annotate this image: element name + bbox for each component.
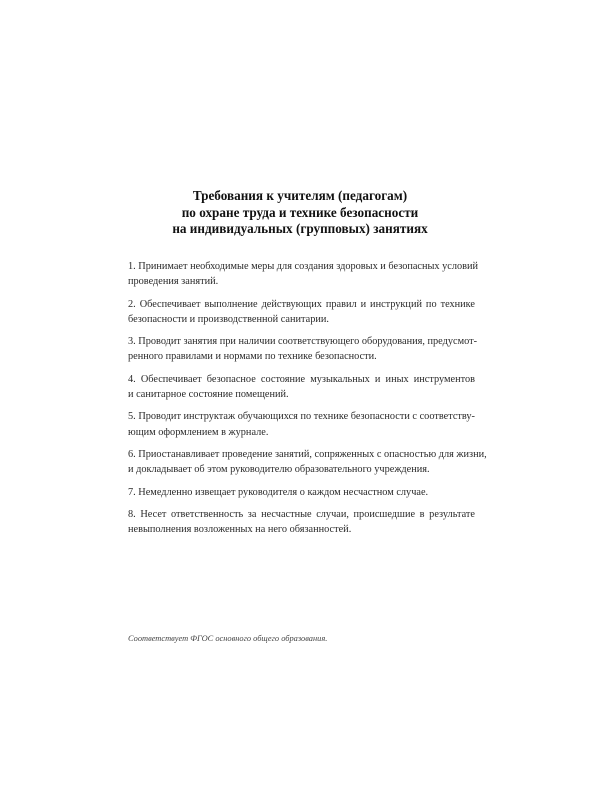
- item-line: невыполнения возложенных на него обязанностей.: [128, 524, 352, 536]
- item-line: 8. Несет ответственность за несчастные случаи, происшедшие в результате: [128, 508, 475, 520]
- requirement-item-1: [128, 259, 479, 289]
- item-line: ренного правилами и нормами по технике безопасности.: [128, 351, 377, 363]
- requirement-item-3: [128, 334, 478, 364]
- requirements-list: [128, 259, 487, 545]
- item-line: и докладывает об этом руководителю образовательного учреждения.: [128, 464, 430, 476]
- title-line: по охране труда и технике безопасности: [181, 204, 419, 220]
- item-line: безопасности и производственной санитарии.: [128, 313, 329, 325]
- item-line: 5. Проводит инструктаж обучающихся по технике безопасности с соответству-: [128, 411, 475, 423]
- title-line: Требования к учителям (педагогам): [192, 188, 408, 203]
- requirement-item-5: [128, 409, 475, 439]
- item-line: проведения занятий.: [128, 276, 219, 288]
- item-line: 2. Обеспечивает выполнение действующих правил и инструкций по технике: [128, 298, 475, 310]
- footer-note: Соответствует ФГОС основного общего образования.: [128, 634, 328, 643]
- requirement-item-7: [128, 485, 475, 500]
- item-line: 7. Немедленно извещает руководителя о каждом несчастном случае.: [128, 486, 429, 498]
- requirement-item-8: [128, 507, 475, 537]
- item-line: 6. Приостанавливает проведение занятий, сопряженных с опасностью для жизни,: [128, 448, 487, 460]
- title-line: на индивидуальных (групповых) занятиях: [172, 221, 428, 236]
- item-line: и санитарное состояние помещений.: [128, 388, 289, 400]
- requirement-item-6: [128, 447, 487, 477]
- item-line: ющим оформлением в журнале.: [128, 426, 269, 438]
- item-line: 3. Проводит занятия при наличии соответствующего оборудования, предусмот-: [128, 336, 478, 348]
- item-line: 1. Принимает необходимые меры для создания здоровых и безопасных условий: [128, 261, 479, 272]
- document-title: [0, 188, 600, 238]
- requirement-item-4: [128, 372, 475, 402]
- item-line: 4. Обеспечивает безопасное состояние музыкальных и иных инструментов: [128, 373, 475, 385]
- requirement-item-2: [128, 297, 475, 327]
